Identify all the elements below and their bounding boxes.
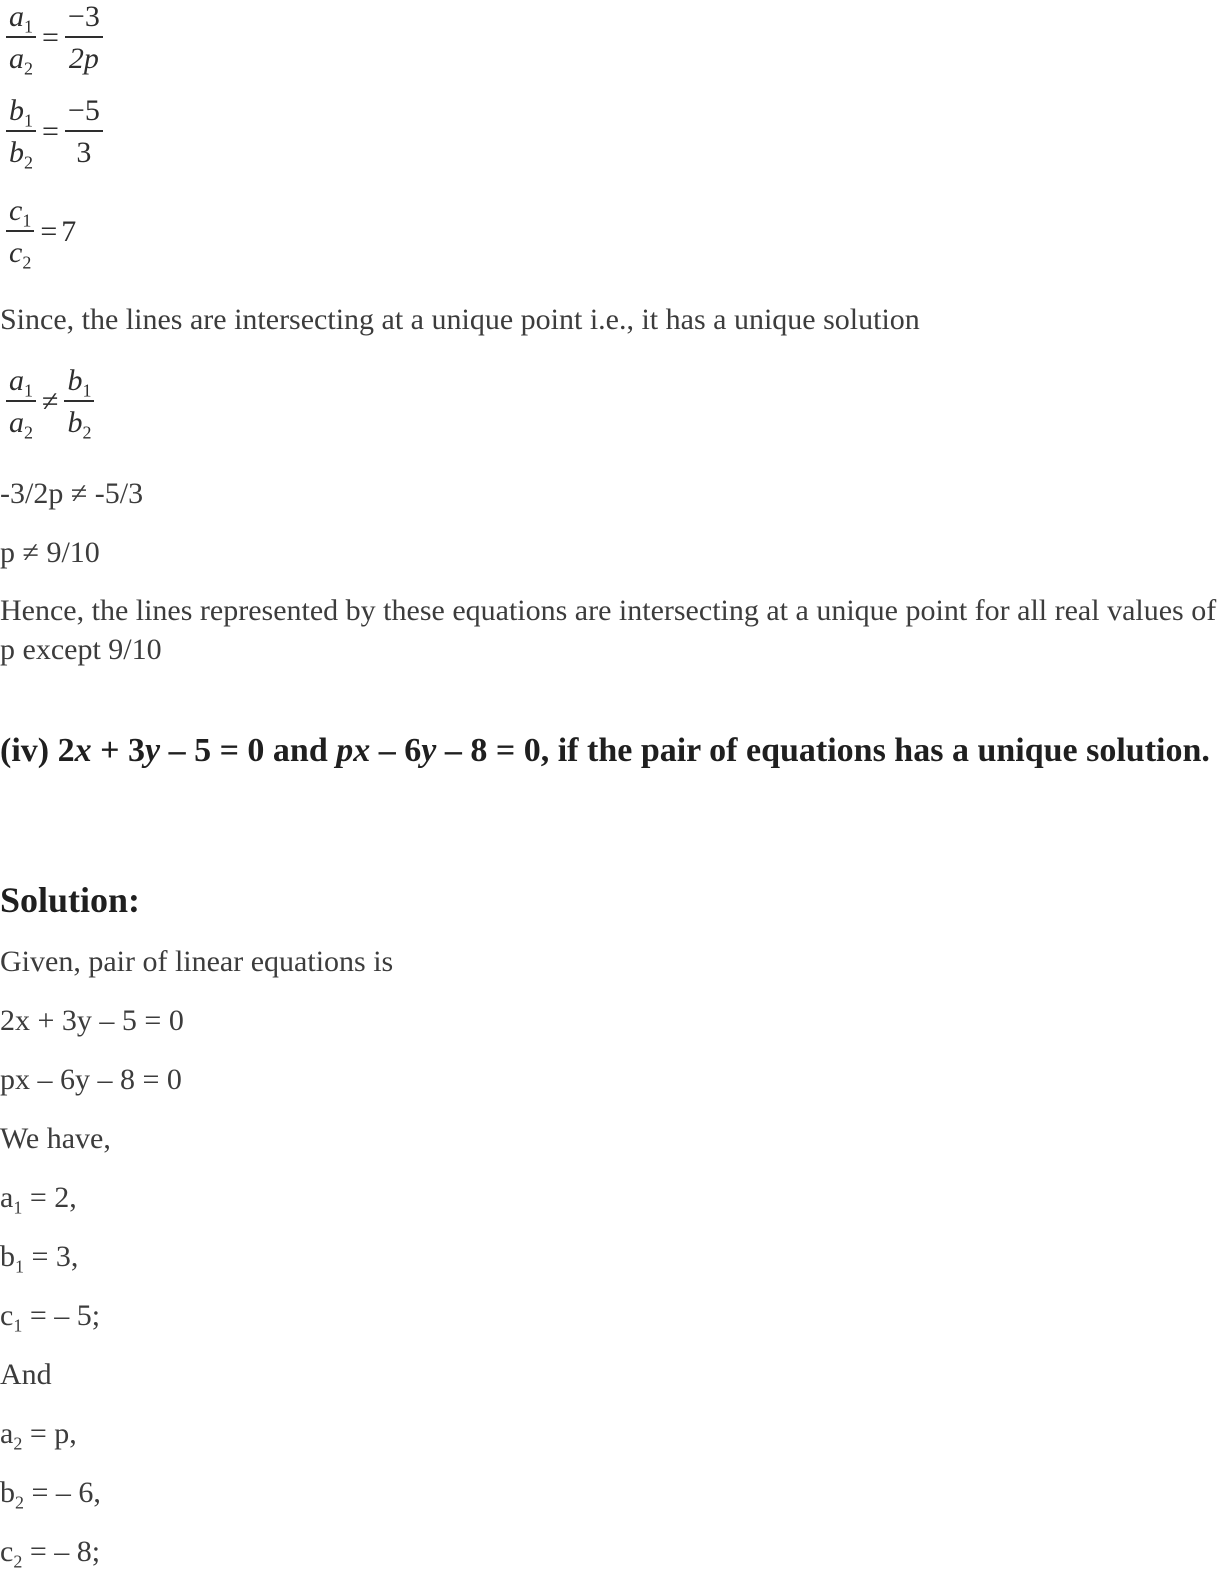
c2-subscript: 2	[22, 252, 32, 273]
c1-subscript: 1	[22, 210, 32, 231]
b1-subscript: 1	[24, 110, 33, 131]
a2-symbol: a	[9, 406, 24, 439]
a2-symbol: a	[9, 42, 24, 75]
fraction-a1-over-a2	[6, 0, 36, 79]
fraction-condition	[4, 364, 96, 443]
fraction-c1-over-c2	[6, 194, 34, 273]
fraction-numerator: −5	[67, 94, 100, 127]
fraction-a-ratio	[4, 0, 105, 79]
coefficient-c2: $c_2$ = – 8;	[0, 1535, 101, 1572]
coefficient-a1: $a_1 = 2$,	[0, 1181, 77, 1218]
c2-symbol: c	[9, 236, 23, 269]
equation-2: px – 6y – 8 = 0	[0, 1063, 182, 1096]
fraction-denominator: 3	[76, 136, 92, 169]
coefficient-b1: $b_1 = 3$,	[0, 1240, 79, 1277]
given-line: Given, pair of linear equations is	[0, 945, 394, 978]
b2-subscript: 2	[24, 152, 33, 173]
coefficient-c1: $c_1$ = – 5;	[0, 1299, 101, 1336]
coefficient-b2: $b_2$ = – 6,	[0, 1476, 101, 1513]
a1-symbol: a	[9, 364, 24, 397]
fraction-b1-over-b2	[64, 364, 94, 443]
b2-symbol: b	[9, 136, 24, 169]
c1-symbol: c	[9, 194, 23, 227]
c-ratio-value: 7	[61, 215, 77, 248]
coefficient-a2: $a_2 = p$,	[0, 1417, 77, 1454]
fraction-minus5-over-3	[65, 96, 103, 168]
b2-subscript: 2	[82, 422, 92, 443]
equation-1: 2x + 3y – 5 = 0	[0, 1004, 184, 1037]
a2-subscript: 2	[24, 58, 33, 79]
fraction-c-ratio	[4, 194, 80, 273]
a1-subscript: 1	[24, 16, 33, 37]
since-statement: Since, the lines are intersecting at a unique point i.e., it has a unique solution	[0, 303, 920, 336]
equals-sign: =	[40, 215, 58, 248]
inequality-line-2: p ≠ 9/10	[0, 536, 100, 569]
fraction-b1-over-b2	[6, 94, 36, 173]
a2-subscript: 2	[24, 422, 33, 443]
question-heading: (iv) 2x + 3y – 5 = 0 and px – 6y – 8 = 0, if the pair of equations has a unique solution.	[0, 732, 1210, 769]
and-line: And	[0, 1358, 52, 1391]
b1-symbol: b	[67, 364, 83, 397]
equals-sign: =	[42, 115, 59, 148]
fraction-minus3-over-2p	[65, 2, 103, 74]
conclusion-paragraph: Hence, the lines represented by these equations are intersecting at a unique point for all real values of p except 9/10	[0, 594, 1217, 666]
fraction-a1-over-a2	[6, 364, 36, 443]
we-have-line: We have,	[0, 1122, 111, 1155]
fraction-numerator: −3	[67, 0, 100, 33]
a1-symbol: a	[9, 0, 24, 33]
b1-subscript: 1	[82, 380, 92, 401]
not-equal-sign: ≠	[42, 385, 59, 418]
solution-heading: Solution:	[0, 880, 141, 920]
inequality-line-1: -3/2p ≠ -5/3	[0, 477, 144, 510]
b2-symbol: b	[67, 406, 83, 439]
equals-sign: =	[42, 21, 59, 54]
fraction-denominator: 2p	[68, 42, 99, 75]
a1-subscript: 1	[24, 380, 33, 401]
fraction-b-ratio	[4, 94, 105, 173]
b1-symbol: b	[9, 94, 24, 127]
